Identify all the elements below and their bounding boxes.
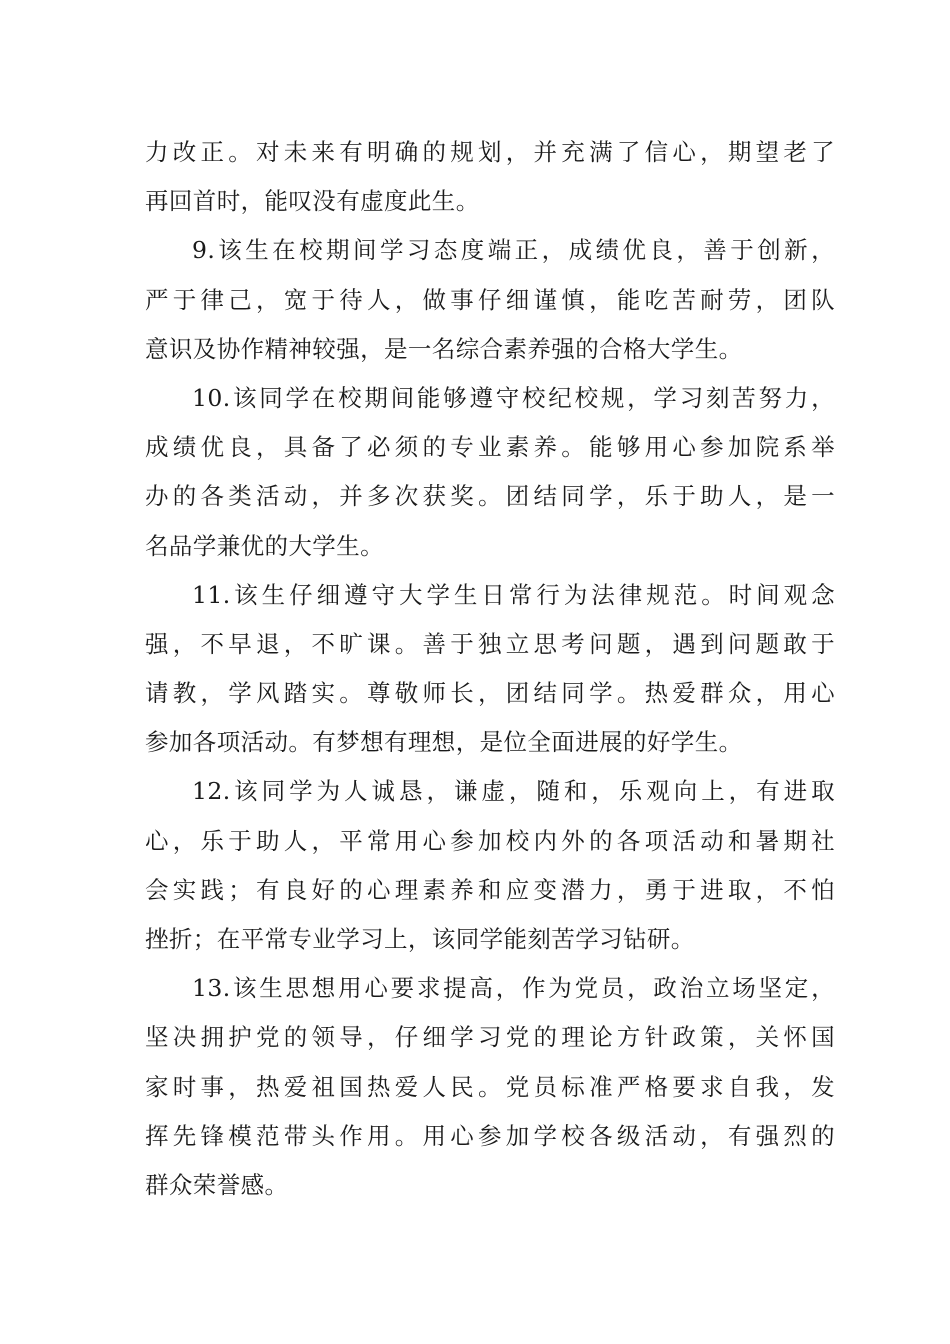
- paragraph-line: 再回首时，能叹没有虚度此生。: [145, 187, 480, 216]
- paragraph-line: 11.该生仔细遵守大学生日常行为法律规范。时间观念: [192, 580, 835, 609]
- paragraph-line: 心，乐于助人，平常用心参加校内外的各项活动和暑期社: [145, 826, 835, 855]
- paragraph-line: 成绩优良，具备了必须的专业素养。能够用心参加院系举: [145, 433, 835, 462]
- paragraph-line: 强，不早退，不旷课。善于独立思考问题，遇到问题敢于: [145, 629, 835, 658]
- document-body: [145, 128, 835, 1210]
- paragraph-line: 家时事，热爱祖国热爱人民。党员标准严格要求自我，发: [145, 1072, 835, 1101]
- paragraph-line: 挫折；在平常专业学习上，该同学能刻苦学习钻研。: [145, 925, 695, 953]
- paragraph-line: 9.该生在校期间学习态度端正，成绩优良，善于创新，: [192, 236, 835, 265]
- paragraph-line: 请教，学风踏实。尊敬师长，团结同学。热爱群众，用心: [145, 679, 835, 708]
- paragraph-line: 挥先锋模范带头作用。用心参加学校各级活动，有强烈的: [145, 1121, 835, 1150]
- paragraph-line: 坚决拥护党的领导，仔细学习党的理论方针政策，关怀国: [145, 1023, 835, 1052]
- paragraph-line: 13.该生思想用心要求提高，作为党员，政治立场坚定，: [192, 974, 835, 1003]
- paragraph-line: 参加各项活动。有梦想有理想，是位全面进展的好学生。: [145, 728, 743, 757]
- paragraph-line: 严于律己，宽于待人，做事仔细谨慎，能吃苦耐劳，团队: [145, 285, 835, 314]
- paragraph-line: 群众荣誉感。: [145, 1170, 289, 1199]
- paragraph-line: 10.该同学在校期间能够遵守校纪校规，学习刻苦努力，: [192, 383, 835, 412]
- paragraph-line: 名品学兼优的大学生。: [145, 531, 384, 560]
- paragraph-line: 办的各类活动，并多次获奖。团结同学，乐于助人，是一: [145, 482, 835, 511]
- paragraph-line: 意识及协作精神较强，是一名综合素养强的合格大学生。: [145, 334, 743, 363]
- paragraph-line: 12.该同学为人诚恳，谦虚，随和，乐观向上，有进取: [192, 777, 835, 806]
- paragraph-line: 力改正。对未来有明确的规划，并充满了信心，期望老了: [145, 138, 835, 166]
- paragraph-line: 会实践；有良好的心理素养和应变潜力，勇于进取，不怕: [145, 875, 835, 904]
